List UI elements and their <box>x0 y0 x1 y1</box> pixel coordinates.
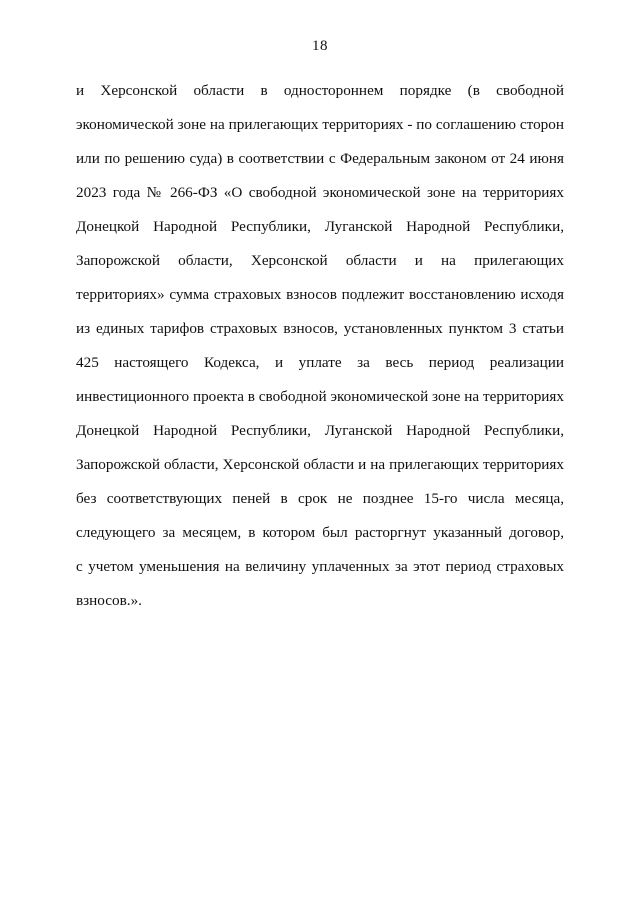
text-line: взносов.». <box>76 592 142 609</box>
text-line: Донецкой Народной Республики, Луганской Народной Республики, <box>76 422 564 439</box>
text-line: территориях» сумма страховых взносов подлежит восстановлению исходя <box>76 286 564 303</box>
text-line: Запорожской области, Херсонской области и на прилегающих территориях <box>76 456 564 473</box>
page-number: 18 <box>312 38 328 54</box>
body-paragraph <box>76 74 564 618</box>
text-line: экономической зоне на прилегающих территориях - по соглашению сторон <box>76 116 564 133</box>
text-line: без соответствующих пеней в срок не позднее 15-го числа месяца, <box>76 490 564 507</box>
text-line: с учетом уменьшения на величину уплаченных за этот период страховых <box>76 558 564 575</box>
text-line: 425 настоящего Кодекса, и уплате за весь период реализации <box>76 354 564 371</box>
text-line: следующего за месяцем, в котором был расторгнут указанный договор, <box>76 524 564 541</box>
text-line: инвестиционного проекта в свободной экономической зоне на территориях <box>76 388 564 405</box>
text-line: или по решению суда) в соответствии с Федеральным законом от 24 июня <box>76 150 564 167</box>
text-line: и Херсонской области в одностороннем порядке (в свободной <box>76 82 564 99</box>
text-line: Донецкой Народной Республики, Луганской Народной Республики, <box>76 218 564 235</box>
text-line: 2023 года № 266-ФЗ «О свободной экономической зоне на территориях <box>76 184 564 201</box>
text-line: из единых тарифов страховых взносов, установленных пунктом 3 статьи <box>76 320 564 337</box>
text-line: Запорожской области, Херсонской области и на прилегающих <box>76 252 564 269</box>
